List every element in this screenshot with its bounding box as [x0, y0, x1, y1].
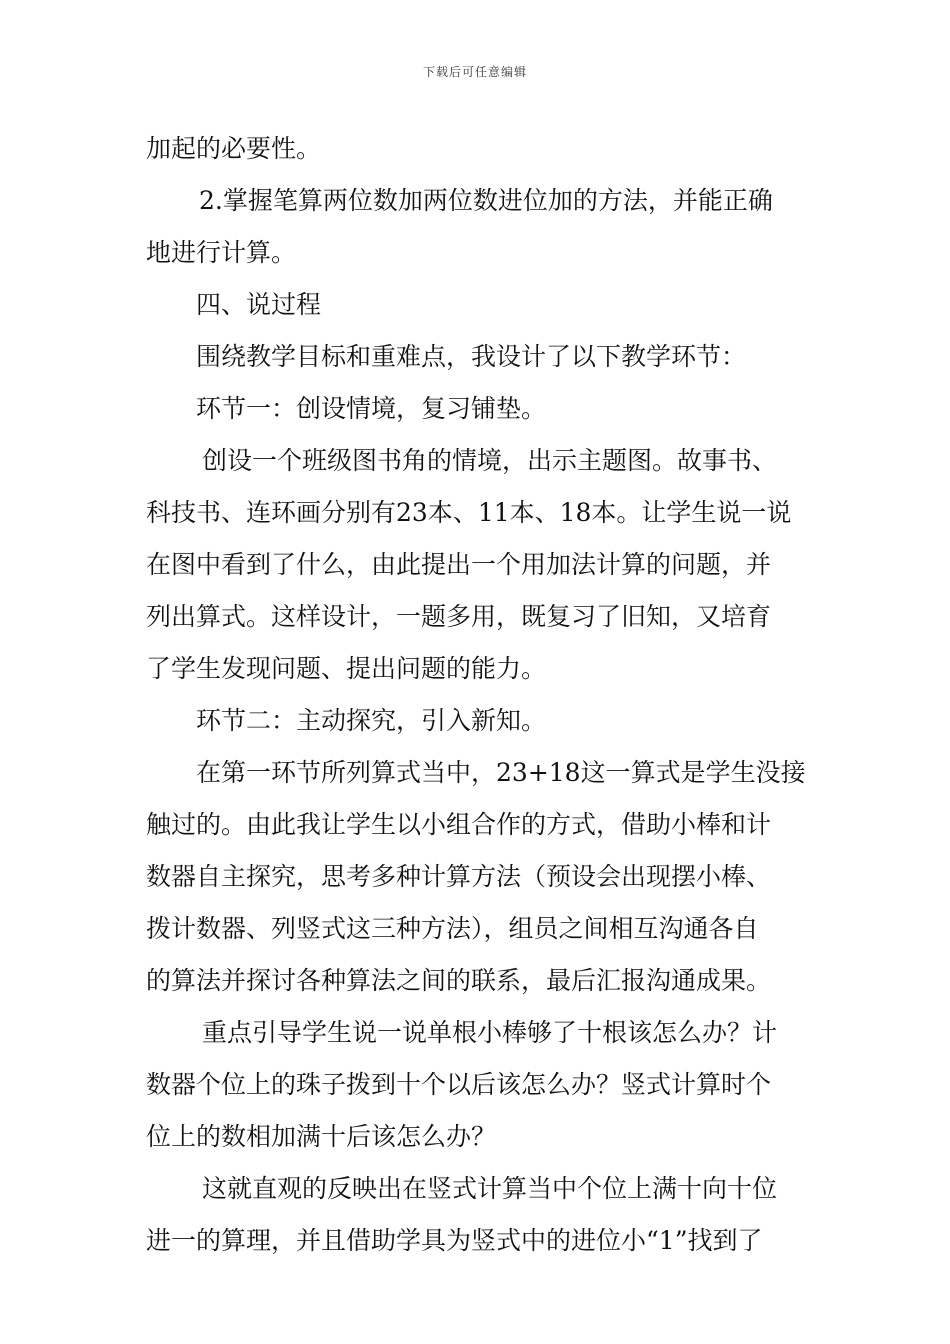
- text-line: 围绕教学目标和重难点，我设计了以下教学环节：: [196, 342, 747, 371]
- text-line: 这就直观的反映出在竖式计算当中个位上满十向十位: [202, 1174, 778, 1203]
- text-line: 列出算式。这样设计，一题多用，既复习了旧知，又培育: [146, 602, 772, 631]
- text-line: 地进行计算。: [146, 238, 297, 267]
- page-header: 下载后可任意编辑: [422, 65, 527, 79]
- subsection-heading: 环节二：主动探究，引入新知。: [196, 706, 547, 735]
- text-line: 数器个位上的珠子拨到十个以后该怎么办？竖式计算时个: [146, 1070, 772, 1099]
- section-heading: 四、说过程: [196, 290, 322, 319]
- text-line: 拨计数器、列竖式这三种方法），组员之间相互沟通各自: [146, 914, 759, 943]
- text-line: 了学生发现问题、提出问题的能力。: [146, 654, 547, 683]
- text-line: 在第一环节所列算式当中，23+18这一算式是学生没接: [196, 758, 806, 787]
- text-line: 加起的必要性。: [146, 134, 322, 163]
- text-line: 数器自主探究，思考多种计算方法（预设会出现摆小棒、: [146, 862, 772, 891]
- text-line: 科技书、连环画分别有23本、11本、18本。让学生说一说: [146, 498, 792, 527]
- text-line: 2.掌握笔算两位数加两位数进位加的方法，并能正确: [199, 186, 773, 215]
- text-line: 重点引导学生说一说单根小棒够了十根该怎么办？计: [202, 1018, 778, 1047]
- text-line: 在图中看到了什么，由此提出一个用加法计算的问题，并: [146, 550, 772, 579]
- text-line: 创设一个班级图书角的情境，出示主题图。故事书、: [202, 446, 778, 475]
- document-body: [146, 123, 810, 1267]
- text-line: 触过的。由此我让学生以小组合作的方式，借助小棒和计: [146, 810, 772, 839]
- text-line: 的算法并探讨各种算法之间的联系，最后汇报沟通成果。: [146, 966, 772, 995]
- subsection-heading: 环节一：创设情境，复习铺垫。: [196, 394, 547, 423]
- text-line: 位上的数相加满十后该怎么办？: [146, 1122, 497, 1151]
- text-line: 进一的算理，并且借助学具为竖式中的进位小“1”找到了: [146, 1226, 763, 1255]
